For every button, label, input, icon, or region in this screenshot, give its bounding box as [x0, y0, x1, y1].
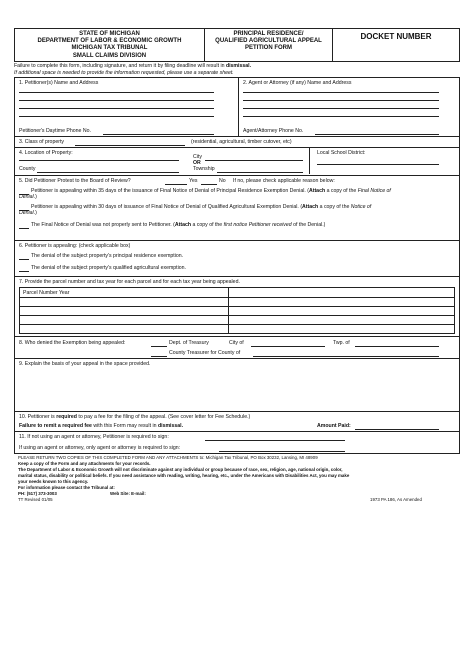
petitioner-address-line-3[interactable]: [19, 116, 214, 117]
dept-treasury-blank[interactable]: [151, 346, 167, 347]
section-5: [14, 176, 460, 241]
intro-line1: Failure to complete this form, including signature, and return it by filing deadline will result in: [14, 63, 226, 69]
appealing-label: 6. Petitioner is appealing: (check applicable box): [19, 243, 131, 250]
location-label: 4. Location of Property:: [19, 150, 73, 157]
divider: [238, 78, 239, 136]
form-footer: [14, 454, 460, 516]
city-label: City: [193, 154, 202, 161]
parcel-table-row[interactable]: [20, 315, 454, 316]
protest-question: 5. Did Petitioner Protest to the Board of Review?: [19, 178, 131, 185]
footer-act: 1973 PA 186, As Amended: [370, 497, 422, 503]
form-title-line: QUALIFIED AGRICULTURAL APPEAL: [215, 38, 322, 45]
form-header: [14, 28, 460, 62]
petitioner-address-line-2[interactable]: [19, 108, 214, 109]
fee-mid: with this Form may result in: [91, 423, 158, 430]
protest-yes-label: Yes: [189, 178, 198, 185]
agent-phone-label: Agent/Attorney Phone No.: [243, 128, 304, 135]
parcel-table-row[interactable]: [20, 306, 454, 307]
county-treasurer-blank[interactable]: [151, 356, 167, 357]
class-of-property-hint: (residential, agricultural, timber cutover, etc): [191, 139, 292, 146]
footer-keep-copy: Keep a copy of the Form and any attachments for your records.: [18, 461, 151, 467]
section-7: [14, 277, 460, 337]
agent-sign-label: If using an agent or attorney, only agent or attorney is required to sign:: [19, 445, 181, 452]
agency-line: STATE OF MICHIGAN: [79, 31, 140, 37]
parcel-instructions: 7. Provide the parcel number and tax year for each parcel and for each tax year being appealed.: [19, 279, 240, 286]
protest-no-blank[interactable]: [201, 184, 217, 185]
agent-label: 2. Agent or Attorney (if any) Name and Address: [243, 80, 352, 87]
footer-web: Web Site: E-mail:: [110, 491, 146, 497]
amount-paid-line[interactable]: [355, 429, 439, 430]
petitioner-sign-label: 11. If not using an agent or attorney, Petitioner is required to sign:: [19, 434, 169, 441]
reason-3-italic: first notice Petitioner received: [223, 222, 292, 229]
reason-2-attach: Attach: [302, 204, 319, 211]
class-of-property-label: 3. Class of property: [19, 139, 64, 146]
township-line[interactable]: [217, 172, 303, 173]
protest-instructions: If no, please check applicable reason below:: [233, 178, 335, 185]
amount-paid-label: Amount Paid:: [317, 423, 351, 430]
fee-line-1: [19, 414, 250, 420]
footer-nondiscrimination-3: your needs known to this agency.: [18, 479, 89, 485]
reason-2-denial: Denial: [19, 210, 34, 217]
agent-address-line-1[interactable]: [243, 100, 439, 101]
reason-3-end: of the Denial.): [291, 222, 326, 229]
appeal-option-2-blank[interactable]: [19, 271, 29, 272]
protest-yes-blank[interactable]: [165, 184, 187, 185]
agency-line: MICHIGAN TAX TRIBUNAL: [71, 45, 148, 52]
reason-2-mid: a copy of the: [318, 204, 351, 211]
section-4: [14, 148, 460, 176]
fee-post: to pay a fee for the filing of the appeal. (See cover letter for Fee Schedule.): [76, 414, 251, 421]
reason-2-text-line2: [19, 210, 37, 216]
agent-signature-line[interactable]: [219, 451, 345, 452]
intro-line2: If additional space is needed to provide the information requested, please use a separate sheet.: [14, 69, 234, 76]
section-1-2: [14, 77, 460, 137]
class-of-property-line[interactable]: [75, 145, 185, 146]
basis-of-appeal-label[interactable]: 9. Explain the basis of your appeal in the space provided.: [19, 361, 151, 368]
reason-3-blank[interactable]: [19, 228, 29, 229]
fee-line-2: [19, 423, 183, 429]
petitioner-phone-label: Petitioner's Daytime Phone No.: [19, 128, 91, 135]
reason-1-denial: Denial: [19, 194, 34, 201]
footer-revised: TT Revised 01/05: [18, 497, 53, 503]
twp-of-label: Twp. of: [333, 340, 350, 347]
intro-instructions: [14, 63, 460, 70]
agent-address-line-3[interactable]: [243, 116, 439, 117]
fee-required: required: [56, 414, 77, 421]
form-title-line: PRINCIPAL RESIDENCE/: [233, 31, 304, 37]
agency-line: SMALL CLAIMS DIVISION: [72, 52, 147, 59]
reason-2-end: .): [33, 210, 37, 217]
petition-form: [14, 28, 460, 516]
appeal-option-1: The denial of the subject property's principal residence exemption.: [31, 253, 184, 260]
agent-address-line-2[interactable]: [243, 108, 439, 109]
petitioner-name-line[interactable]: [19, 92, 214, 93]
parcel-table-header: Parcel Number Year: [23, 290, 70, 297]
reason-3-mid: a copy of the: [191, 222, 224, 229]
reason-1-mid: a copy of the: [325, 188, 358, 195]
or-label: OR: [193, 160, 201, 167]
parcel-table-row[interactable]: [20, 297, 454, 298]
footer-contact: For information please contact the Tribunal at:: [18, 485, 115, 491]
who-denied-label: 8. Who denied the Exemption being appealed:: [19, 340, 126, 347]
form-title-line: PETITION FORM: [245, 45, 292, 52]
fee-pre: 10. Petitioner is: [19, 414, 57, 421]
county-label: County: [19, 166, 36, 173]
reason-1-italic: Final Notice of: [357, 188, 391, 195]
petitioner-phone-line[interactable]: [103, 134, 214, 135]
reason-1-end: .): [33, 194, 37, 201]
divider: [309, 148, 310, 174]
footer-return-instructions: PLEASE RETURN TWO COPIES OF THIS COMPLETED FORM AND ANY ATTACHMENTS to: Michigan Tax Tribunal, PO Box 30232, Lansing, MI 48909: [18, 455, 318, 461]
protest-no-label: No: [219, 178, 226, 185]
city-of-line[interactable]: [251, 346, 325, 347]
intro-line1-bold: dismissal.: [225, 63, 252, 69]
county-treasurer-line[interactable]: [253, 356, 439, 357]
footer-nondiscrimination-2: marital status, disability or political beliefs. If you need assistance with reading, writing, hearing, etc., under the Americans with Disabilities Act, you may make: [18, 473, 350, 479]
section-3: [14, 137, 460, 148]
reason-1-text: [31, 188, 391, 194]
county-line[interactable]: [37, 172, 179, 173]
footer-phone: PH: (517) 373-3003: [18, 491, 57, 497]
appeal-option-2: The denial of the subject property's qualified agricultural exemption.: [31, 265, 186, 272]
city-of-label: City of: [229, 340, 244, 347]
parcel-table-divider: [228, 288, 229, 333]
fee-dismissal: dismissal.: [157, 423, 184, 430]
section-8: [14, 337, 460, 359]
section-10: [14, 412, 460, 432]
agent-phone-line[interactable]: [315, 134, 439, 135]
agent-name-line[interactable]: [243, 92, 439, 93]
petitioner-address-line-1[interactable]: [19, 100, 214, 101]
reason-2-text: [31, 204, 371, 210]
form-title-block: [205, 29, 333, 61]
reason-1-attach: Attach: [308, 188, 326, 195]
school-district-label: Local School District:: [317, 150, 366, 157]
section-11: [14, 432, 460, 454]
section-9: [14, 359, 460, 412]
school-district-line[interactable]: [317, 164, 439, 165]
reason-2-pre: Petitioner is appealing within 30 days of issuance of Final Notice of Denial of Qualified Agricultural Exemption Denial. (: [31, 204, 303, 211]
appeal-option-1-blank[interactable]: [19, 259, 29, 260]
reason-2-italic: Notice of: [350, 204, 372, 211]
petitioner-signature-line[interactable]: [205, 440, 345, 441]
location-street-line[interactable]: [19, 160, 179, 161]
petitioner-label: 1. Petitioner(s) Name and Address: [19, 80, 99, 87]
reason-3-attach: Attach: [174, 222, 192, 229]
docket-number-box[interactable]: [333, 29, 459, 61]
agency-block: [15, 29, 205, 61]
footer-nondiscrimination-1: The Department of Labor & Economic Growth will not discriminate against any individual or group because of race, sex, religion, age, national origin, color,: [18, 467, 343, 473]
agency-line: DEPARTMENT OF LABOR & ECONOMIC GROWTH: [37, 38, 182, 45]
township-label: Township: [193, 166, 215, 173]
reason-1-text-line2: [19, 194, 37, 200]
dept-treasury-label: Dept. of Treasury: [169, 340, 209, 347]
county-treasurer-label: County Treasurer for County of: [169, 350, 241, 357]
reason-3-pre: The Final Notice of Denial was not properly sent to Petitioner. (: [31, 222, 175, 229]
parcel-table-row[interactable]: [20, 324, 454, 325]
docket-number-label: DOCKET NUMBER: [360, 32, 432, 41]
parcel-table: [19, 287, 455, 334]
twp-of-line[interactable]: [355, 346, 439, 347]
section-6: [14, 241, 460, 277]
reason-1-pre: Petitioner is appealing within 35 days of the issuance of Final Notice of Denial of Principal Residence Exemption Denial. (: [31, 188, 309, 195]
reason-3-text: [31, 222, 325, 228]
fee-failure: Failure to remit a required fee: [19, 423, 92, 430]
city-line[interactable]: [205, 160, 303, 161]
